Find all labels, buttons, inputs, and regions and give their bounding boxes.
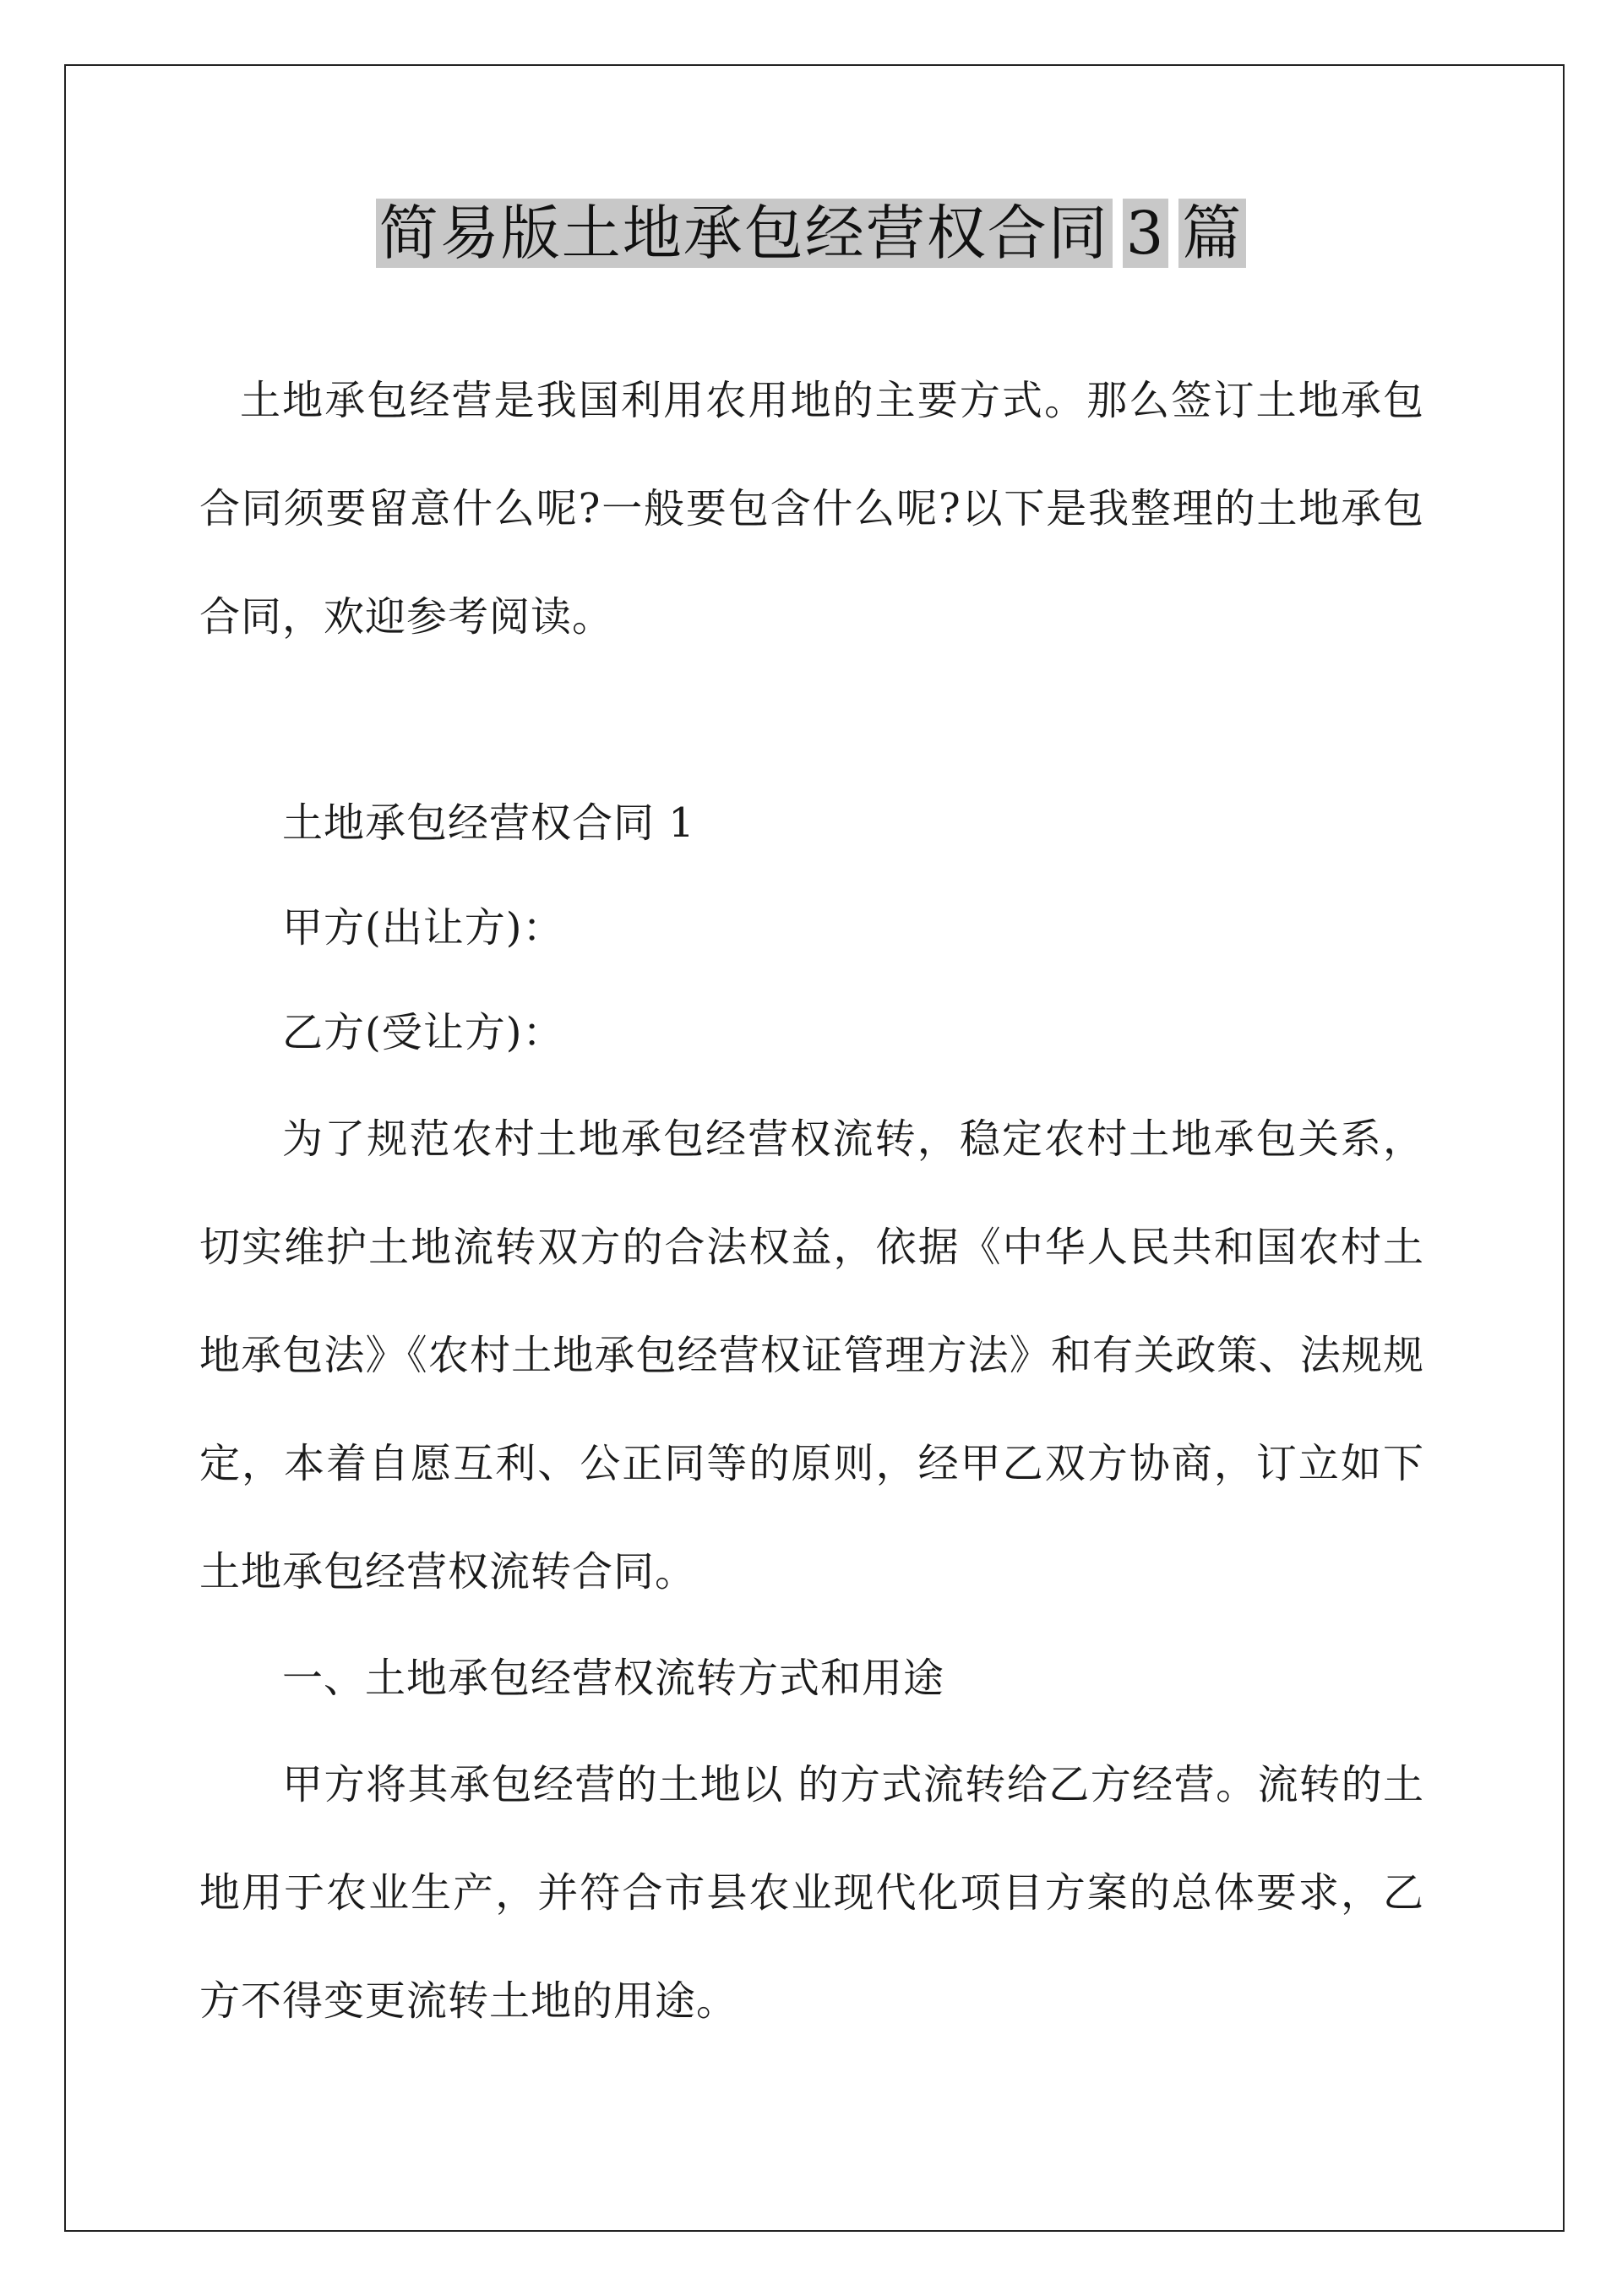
document-title: [376, 196, 1247, 270]
party-b-line: 乙方(受让方)：: [282, 1009, 564, 1056]
party-a-line: 甲方(出让方)：: [282, 904, 564, 952]
section-spacer: [199, 671, 1424, 771]
section-1-body: 甲方将其承包经营的土地以 的方式流转给乙方经营。流转的土地用于农业生产，并符合市县农业现代化项目方案的总体要求，乙方不得变更流转土地的用途。: [199, 1761, 1424, 2025]
intro-paragraph: 土地承包经营是我国利用农用地的主要方式。那么签订土地承包合同须要留意什么呢?一般要包含什么呢?以下是我整理的土地承包合同，欢迎参考阅读。: [199, 377, 1424, 641]
section-1-heading: 一、土地承包经营权流转方式和用途: [282, 1655, 945, 1702]
title-highlight-suffix: 篇: [1178, 199, 1246, 268]
title-highlight-number: 3: [1123, 199, 1169, 268]
document-body: [199, 346, 1424, 2055]
title-highlight-main: 简易版土地承包经营权合同: [376, 199, 1113, 268]
preamble-paragraph: 为了规范农村土地承包经营权流转，稳定农村土地承包关系，切实维护土地流转双方的合法权益，依据《中华人民共和国农村土地承包法》《农村土地承包经营权证管理方法》和有关政策、法规规定，本着自愿互利、公正同等的原则，经甲乙双方协商，订立如下土地承包经营权流转合同。: [199, 1115, 1424, 1595]
title-container: [0, 196, 1622, 270]
contract-heading: 土地承包经营权合同 1: [282, 799, 695, 847]
